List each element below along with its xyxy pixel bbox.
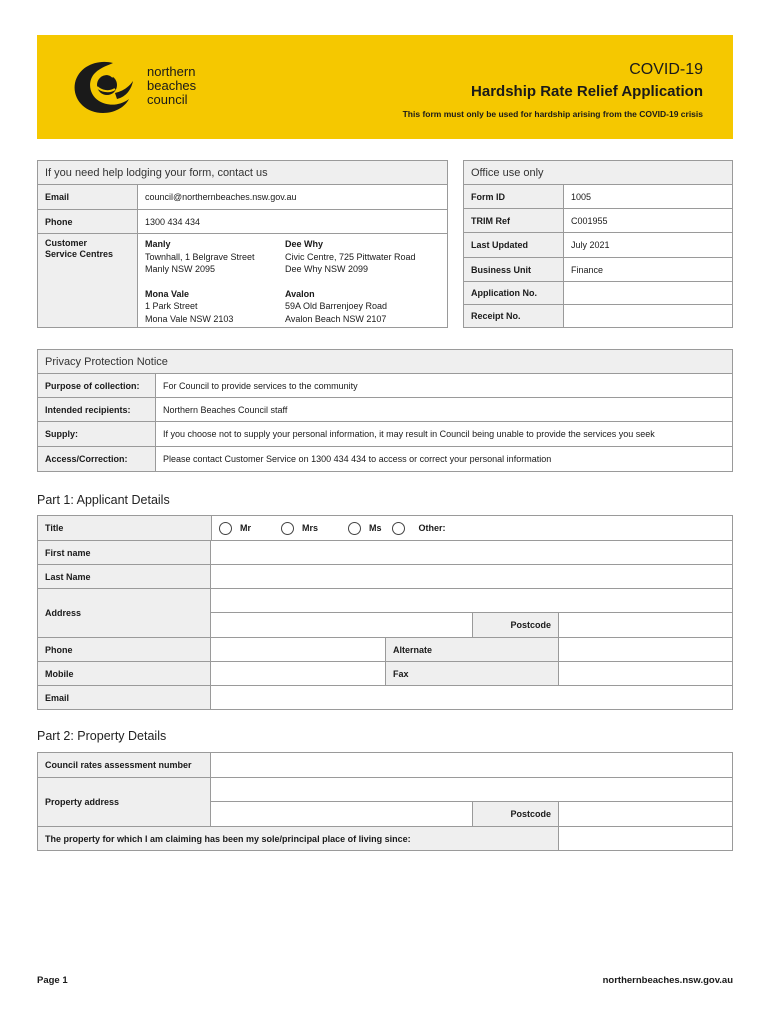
logo-line: beaches (147, 78, 197, 93)
centre-address: Mona Vale NSW 2103 (145, 313, 234, 324)
service-centres-list (138, 234, 447, 327)
form-title: Hardship Rate Relief Application (471, 83, 703, 100)
privacy-value: Northern Beaches Council staff (163, 404, 288, 415)
first-name-label: First name (38, 541, 211, 564)
email-label: Email (38, 185, 138, 209)
centre-avalon (285, 288, 440, 326)
centre-deewhy (285, 238, 440, 276)
centre-address: 59A Old Barrenjoey Road (285, 301, 388, 311)
postcode-label: Postcode (473, 613, 559, 637)
logo-line: council (147, 92, 188, 107)
mobile-label: Mobile (38, 662, 211, 685)
privacy-value: Please contact Customer Service on 1300 434 434 to access or correct your personal information (163, 454, 552, 464)
part1-title: Part 1: Applicant Details (37, 493, 170, 507)
centre-address: 1 Park Street (145, 301, 198, 311)
header-banner (37, 35, 733, 139)
address-line-2-input[interactable] (211, 613, 473, 637)
privacy-heading: Privacy Protection Notice (38, 350, 732, 374)
privacy-value: If you choose not to supply your personal information, it may result in Council being unable to provide the services you seek (163, 429, 655, 439)
mobile-input[interactable] (211, 662, 386, 685)
centre-name: Dee Why (285, 239, 324, 249)
centre-monavale (145, 288, 285, 326)
phone-label: Phone (38, 638, 211, 661)
receipt-no-label: Receipt No. (464, 305, 564, 327)
last-updated-value: July 2021 (571, 240, 610, 250)
living-since-input[interactable] (559, 827, 732, 850)
phone-label: Phone (38, 210, 138, 233)
page-number: Page 1 (37, 975, 68, 986)
centre-name: Manly (145, 239, 171, 249)
covid-label: COVID-19 (629, 61, 703, 78)
property-details-form (37, 752, 733, 851)
address-line-1-input[interactable] (211, 589, 732, 613)
centre-address: Townhall, 1 Belgrave Street (145, 251, 255, 262)
property-address-line-1-input[interactable] (211, 778, 732, 802)
last-name-input[interactable] (211, 565, 732, 588)
property-postcode-label: Postcode (473, 802, 559, 826)
radio-ms[interactable] (348, 522, 361, 535)
email-value[interactable]: council@northernbeaches.nsw.gov.au (145, 192, 297, 202)
last-updated-label: Last Updated (464, 233, 564, 257)
phone-input[interactable] (211, 638, 386, 661)
centres-label-line: Customer (45, 238, 88, 248)
logo-wordmark (147, 65, 196, 107)
option-label: Other: (418, 523, 446, 533)
office-heading: Office use only (464, 161, 732, 185)
application-no-field[interactable] (564, 282, 578, 304)
phone-value: 1300 434 434 (145, 216, 201, 227)
address-label: Address (38, 589, 211, 637)
centre-address: Manly NSW 2095 (145, 264, 216, 274)
alternate-label: Alternate (386, 638, 559, 661)
part2-title: Part 2: Property Details (37, 729, 167, 743)
centre-name: Avalon (285, 288, 315, 299)
assessment-number-label: Council rates assessment number (38, 753, 211, 777)
radio-mr[interactable] (219, 522, 232, 535)
business-unit-value: Finance (571, 264, 604, 275)
contact-heading: If you need help lodging your form, contact us (38, 161, 447, 185)
logo-line: northern (147, 64, 196, 79)
first-name-input[interactable] (211, 541, 732, 564)
service-centres-label (38, 234, 138, 327)
privacy-label: Access/Correction: (38, 447, 156, 471)
privacy-label: Purpose of collection: (38, 374, 156, 397)
privacy-value: For Council to provide services to the community (163, 380, 358, 391)
assessment-number-input[interactable] (211, 753, 732, 777)
last-name-label: Last Name (38, 565, 211, 588)
property-address-line-2-input[interactable] (211, 802, 473, 826)
trim-ref-label: TRIM Ref (464, 209, 564, 232)
privacy-label: Intended recipients: (38, 398, 156, 421)
radio-other[interactable] (392, 522, 405, 535)
email-input[interactable] (211, 686, 732, 709)
postcode-input[interactable] (559, 613, 732, 637)
office-use-box (463, 160, 733, 328)
email-label: Email (38, 686, 211, 709)
applicant-details-form (37, 515, 733, 710)
property-postcode-input[interactable] (559, 802, 732, 826)
receipt-no-field[interactable] (564, 305, 578, 327)
fax-label: Fax (386, 662, 559, 685)
form-id-label: Form ID (464, 185, 564, 208)
alternate-input[interactable] (559, 638, 732, 661)
business-unit-label: Business Unit (464, 258, 564, 281)
centre-name: Mona Vale (145, 288, 190, 299)
application-no-label: Application No. (464, 282, 564, 304)
option-label: Mr (240, 523, 251, 533)
title-label: Title (38, 516, 211, 540)
radio-mrs[interactable] (281, 522, 294, 535)
privacy-box (37, 349, 733, 472)
centres-label-line: Service Centres (45, 249, 114, 259)
fax-input[interactable] (559, 662, 732, 685)
title-options (211, 516, 732, 540)
property-address-label: Property address (38, 778, 211, 826)
centre-address: Dee Why NSW 2099 (285, 264, 369, 274)
form-id-value: 1005 (571, 191, 592, 202)
form-subtitle: This form must only be used for hardship arising from the COVID-19 crisis (402, 109, 703, 119)
centre-address: Civic Centre, 725 Pittwater Road (285, 251, 416, 262)
trim-ref-value: C001955 (571, 215, 608, 226)
contact-box (37, 160, 448, 328)
option-label: Mrs (302, 523, 319, 533)
centre-manly (145, 238, 285, 276)
option-label: Ms (369, 523, 382, 533)
council-logo-icon (69, 57, 135, 117)
living-since-label: The property for which I am claiming has been my sole/principal place of living since: (38, 827, 559, 850)
footer-url[interactable]: northernbeaches.nsw.gov.au (602, 975, 733, 986)
privacy-label: Supply: (38, 422, 156, 446)
centre-address: Avalon Beach NSW 2107 (285, 313, 387, 324)
